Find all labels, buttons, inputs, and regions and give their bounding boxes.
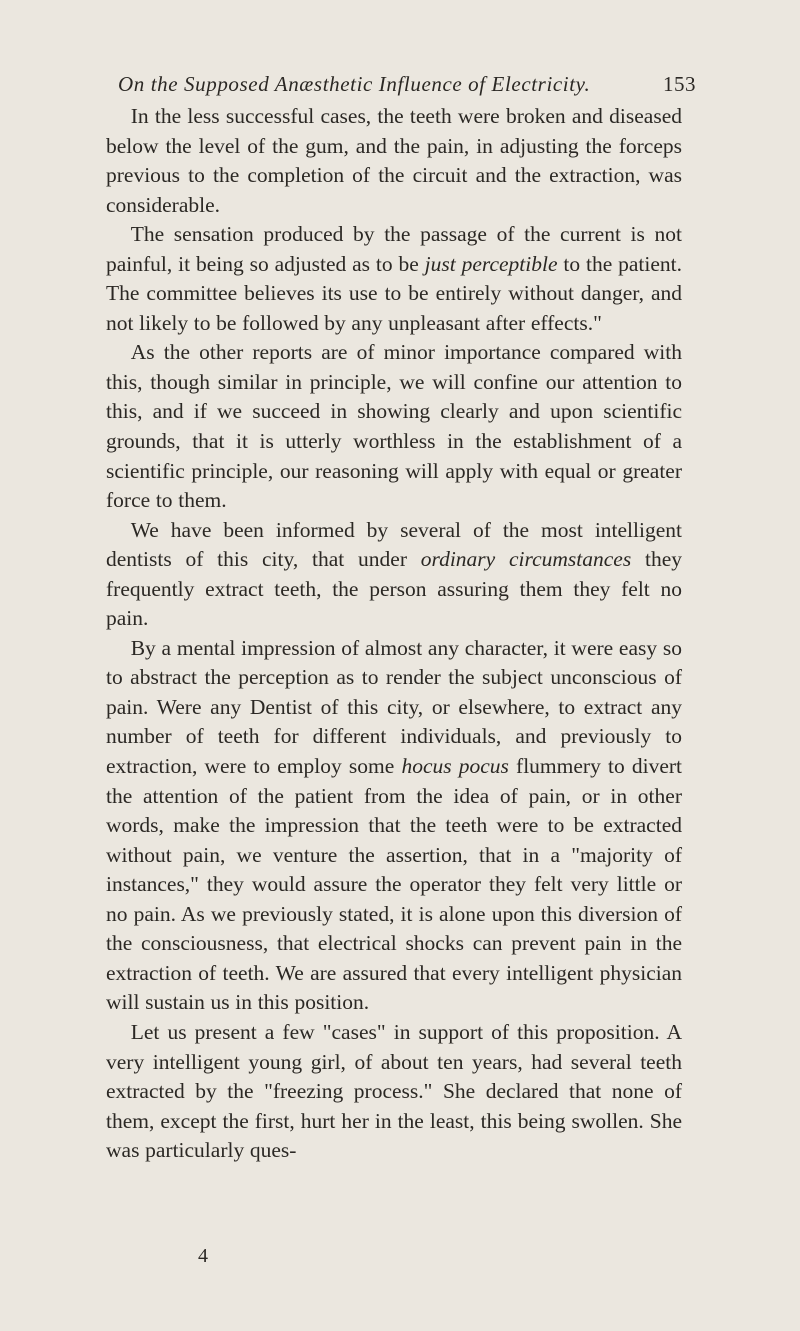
text-run: they frequently extract teeth, the person assuring them they felt no pain. [106, 547, 682, 631]
paragraph [106, 1018, 682, 1166]
paragraph [106, 338, 682, 515]
paragraph [106, 634, 682, 1018]
running-head-title: On the Supposed Anæsthetic Influence of Electricity. [118, 72, 591, 96]
paragraph [106, 220, 682, 338]
signature-mark: 4 [198, 1245, 208, 1267]
text-run: As the other reports are of minor importance compared with this, though similar in principle, we will confine our attention to this, and if we succeed in showing clearly and upon scientific grounds, that it is utterly worthless in the establishment of a scientific principle, our reasoning will apply with equal or greater force to them. [106, 340, 682, 513]
text-run: We have been informed by several of the most intelligent dentists of this city, that under [106, 517, 682, 572]
paragraph [106, 516, 682, 634]
body-text [106, 102, 682, 1166]
italic-phrase: hocus pocus [401, 754, 509, 779]
italic-phrase: just perceptible [424, 251, 558, 276]
text-run: In the less successful cases, the teeth were broken and diseased below the level of the gum, and the pain, in adjusting the forceps previous to the completion of the circuit and the extraction, was considerable. [106, 104, 682, 217]
page-number: 153 [663, 72, 696, 96]
text-run: Let us present a few "cases" in support of this proposition. A very intelligent young girl, of about ten years, had several teeth extracted by the "freezing process." She declared that none of them, except the first, hurt her in the least, this being swollen. She was particularly ques- [106, 1019, 682, 1163]
running-head [106, 66, 696, 102]
text-run: flummery to divert the attention of the patient from the idea of pain, or in other words, make the impression that the teeth were to be extracted without pain, we venture the assertion, that in a "majority of instances," they would assure the operator they felt very little or no pain. As we previously stated, it is alone upon this diversion of the consciousness, that electrical shocks can prevent pain in the extraction of teeth. We are assured that every intelligent physician will sustain us in this position. [106, 754, 682, 1015]
text-run: By a mental impression of almost any character, it were easy so to abstract the perception as to render the subject unconscious of pain. Were any Dentist of this city, or elsewhere, to extract any number of teeth for different individuals, and previously to extraction, were to employ some [106, 635, 682, 779]
paragraph [106, 102, 682, 220]
italic-phrase: ordinary circumstances [420, 547, 632, 572]
text-run: to the patient. The committee believes its use to be entirely without danger, and not likely to be followed by any unpleasant after effects." [106, 251, 682, 335]
text-run: The sensation produced by the passage of the current is not painful, it being so adjusted as to be [106, 222, 682, 276]
